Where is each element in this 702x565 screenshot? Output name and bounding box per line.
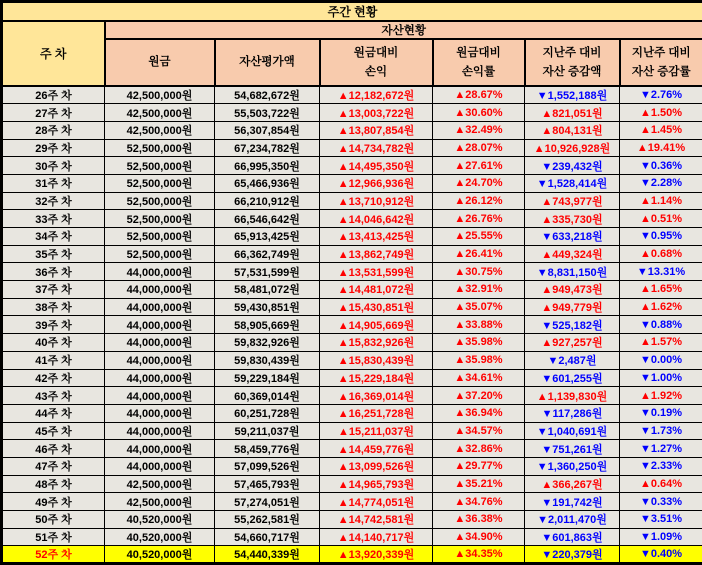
- column-header-principal: [105, 39, 215, 86]
- cell-week: 39주 차: [2, 316, 105, 334]
- cell-valuation: 59,832,926원: [215, 334, 320, 352]
- cell-pl: ▲15,830,439원: [320, 351, 433, 369]
- cell-valuation: 66,546,642원: [215, 210, 320, 228]
- cell-valuation: 55,262,581원: [215, 511, 320, 529]
- cell-change-rate: ▼0.36%: [620, 157, 702, 175]
- cell-pl-rate: ▲34.57%: [433, 422, 525, 440]
- column-header-valuation: [215, 39, 320, 86]
- cell-valuation: 67,234,782원: [215, 139, 320, 157]
- table-row: [2, 139, 702, 157]
- cell-change: ▼8,831,150원: [525, 263, 620, 281]
- cell-pl-rate: ▲34.90%: [433, 528, 525, 546]
- cell-change: ▼601,863원: [525, 528, 620, 546]
- table-row: [2, 192, 702, 210]
- cell-change-rate: ▲1.92%: [620, 387, 702, 405]
- cell-change-rate: ▲0.68%: [620, 245, 702, 263]
- table-row: [2, 245, 702, 263]
- group-header-assets: 자산현황: [105, 21, 702, 39]
- table-row: [2, 121, 702, 139]
- column-header-valuation-label: 자산평가액: [239, 56, 295, 68]
- cell-pl-rate: ▲27.61%: [433, 157, 525, 175]
- cell-change: ▼601,255원: [525, 369, 620, 387]
- cell-week: 37주 차: [2, 281, 105, 299]
- cell-change: ▲10,926,928원: [525, 139, 620, 157]
- table-row: [2, 493, 702, 511]
- column-header-pl-rate: 원금대비 손익률: [433, 39, 525, 86]
- cell-pl: ▲14,965,793원: [320, 475, 433, 493]
- cell-change-rate: ▲19.41%: [620, 139, 702, 157]
- cell-change: ▼191,742원: [525, 493, 620, 511]
- cell-pl: ▲14,734,782원: [320, 139, 433, 157]
- cell-change-rate: ▲0.51%: [620, 210, 702, 228]
- cell-pl-rate: ▲33.88%: [433, 316, 525, 334]
- cell-pl-rate: ▲28.07%: [433, 139, 525, 157]
- cell-principal: 44,000,000원: [105, 316, 215, 334]
- cell-pl-rate: ▲32.86%: [433, 440, 525, 458]
- cell-week: 48주 차: [2, 475, 105, 493]
- cell-change: ▼525,182원: [525, 316, 620, 334]
- cell-pl-rate: ▲36.38%: [433, 511, 525, 529]
- cell-valuation: 66,362,749원: [215, 245, 320, 263]
- cell-pl-rate: ▲37.20%: [433, 387, 525, 405]
- table-row: [2, 546, 702, 564]
- cell-week: 51주 차: [2, 528, 105, 546]
- cell-change-rate: ▼2.76%: [620, 86, 702, 104]
- cell-valuation: 54,440,339원: [215, 546, 320, 564]
- cell-week: 41주 차: [2, 351, 105, 369]
- cell-change-rate: ▼0.00%: [620, 351, 702, 369]
- cell-valuation: 58,481,072원: [215, 281, 320, 299]
- cell-week: 42주 차: [2, 369, 105, 387]
- cell-pl: ▲13,003,722원: [320, 104, 433, 122]
- column-header-pl: 원금대비 손익: [320, 39, 433, 86]
- cell-change-rate: ▼3.51%: [620, 511, 702, 529]
- cell-pl: ▲15,229,184원: [320, 369, 433, 387]
- cell-principal: 44,000,000원: [105, 298, 215, 316]
- cell-pl-rate: ▲26.12%: [433, 192, 525, 210]
- cell-change: ▼239,432원: [525, 157, 620, 175]
- cell-week: 47주 차: [2, 457, 105, 475]
- cell-principal: 44,000,000원: [105, 422, 215, 440]
- cell-pl-rate: ▲30.75%: [433, 263, 525, 281]
- cell-change-rate: ▲1.62%: [620, 298, 702, 316]
- cell-principal: 40,520,000원: [105, 546, 215, 564]
- cell-pl: ▲14,495,350원: [320, 157, 433, 175]
- cell-pl: ▲13,099,526원: [320, 457, 433, 475]
- cell-valuation: 57,274,051원: [215, 493, 320, 511]
- cell-valuation: 54,682,672원: [215, 86, 320, 104]
- cell-principal: 44,000,000원: [105, 440, 215, 458]
- cell-valuation: 59,430,851원: [215, 298, 320, 316]
- cell-week: 36주 차: [2, 263, 105, 281]
- cell-pl: ▲14,481,072원: [320, 281, 433, 299]
- cell-principal: 44,000,000원: [105, 457, 215, 475]
- cell-valuation: 57,531,599원: [215, 263, 320, 281]
- cell-pl: ▲14,905,669원: [320, 316, 433, 334]
- cell-pl-rate: ▲32.49%: [433, 121, 525, 139]
- cell-pl-rate: ▲34.76%: [433, 493, 525, 511]
- table-row: [2, 528, 702, 546]
- cell-valuation: 57,465,793원: [215, 475, 320, 493]
- cell-pl-rate: ▲26.76%: [433, 210, 525, 228]
- table-row: [2, 334, 702, 352]
- cell-valuation: 65,913,425원: [215, 228, 320, 246]
- cell-pl-rate: ▲28.67%: [433, 86, 525, 104]
- cell-principal: 52,500,000원: [105, 245, 215, 263]
- cell-change-rate: ▼0.33%: [620, 493, 702, 511]
- cell-week: 45주 차: [2, 422, 105, 440]
- cell-principal: 52,500,000원: [105, 192, 215, 210]
- cell-principal: 44,000,000원: [105, 404, 215, 422]
- cell-change-rate: ▼1.09%: [620, 528, 702, 546]
- table-row: [2, 440, 702, 458]
- cell-principal: 42,500,000원: [105, 86, 215, 104]
- table-row: [2, 104, 702, 122]
- table-row: [2, 369, 702, 387]
- cell-change-rate: ▲1.57%: [620, 334, 702, 352]
- cell-week: 31주 차: [2, 174, 105, 192]
- cell-pl: ▲13,413,425원: [320, 228, 433, 246]
- table-row: [2, 157, 702, 175]
- cell-pl-rate: ▲35.07%: [433, 298, 525, 316]
- table-title: 주간 현황: [2, 2, 702, 22]
- cell-change: ▲335,730원: [525, 210, 620, 228]
- table-row: [2, 475, 702, 493]
- cell-week: 28주 차: [2, 121, 105, 139]
- cell-change: ▲366,267원: [525, 475, 620, 493]
- cell-change-rate: ▲1.50%: [620, 104, 702, 122]
- column-header-change-rate: 지난주 대비 자산 증감률: [620, 39, 702, 86]
- cell-pl: ▲14,140,717원: [320, 528, 433, 546]
- cell-change-rate: ▼0.95%: [620, 228, 702, 246]
- cell-pl-rate: ▲26.41%: [433, 245, 525, 263]
- cell-valuation: 55,503,722원: [215, 104, 320, 122]
- cell-principal: 42,500,000원: [105, 121, 215, 139]
- table-row: [2, 281, 702, 299]
- cell-change: ▼117,286원: [525, 404, 620, 422]
- cell-pl-rate: ▲25.55%: [433, 228, 525, 246]
- cell-change-rate: ▼13.31%: [620, 263, 702, 281]
- cell-week: 49주 차: [2, 493, 105, 511]
- table-row: [2, 228, 702, 246]
- cell-change-rate: ▼2.33%: [620, 457, 702, 475]
- cell-valuation: 59,211,037원: [215, 422, 320, 440]
- cell-valuation: 57,099,526원: [215, 457, 320, 475]
- cell-pl: ▲13,920,339원: [320, 546, 433, 564]
- cell-pl-rate: ▲35.21%: [433, 475, 525, 493]
- table-header: [2, 2, 702, 87]
- cell-change-rate: ▼1.00%: [620, 369, 702, 387]
- cell-change: ▲821,051원: [525, 104, 620, 122]
- cell-pl-rate: ▲32.91%: [433, 281, 525, 299]
- cell-change-rate: ▼0.88%: [620, 316, 702, 334]
- table-body: [2, 86, 702, 564]
- column-header-principal-label: 원금: [148, 56, 170, 68]
- cell-principal: 40,520,000원: [105, 511, 215, 529]
- cell-change: ▼1,360,250원: [525, 457, 620, 475]
- cell-valuation: 54,660,717원: [215, 528, 320, 546]
- cell-pl: ▲15,211,037원: [320, 422, 433, 440]
- cell-change: ▲949,473원: [525, 281, 620, 299]
- cell-change-rate: ▼0.19%: [620, 404, 702, 422]
- cell-change: ▲1,139,830원: [525, 387, 620, 405]
- cell-change: ▼1,552,188원: [525, 86, 620, 104]
- cell-week: 32주 차: [2, 192, 105, 210]
- cell-change: ▼1,040,691원: [525, 422, 620, 440]
- cell-principal: 40,520,000원: [105, 528, 215, 546]
- cell-valuation: 59,229,184원: [215, 369, 320, 387]
- cell-change-rate: ▲1.65%: [620, 281, 702, 299]
- cell-change: ▲949,779원: [525, 298, 620, 316]
- cell-valuation: 56,307,854원: [215, 121, 320, 139]
- cell-change-rate: ▼2.28%: [620, 174, 702, 192]
- cell-valuation: 60,369,014원: [215, 387, 320, 405]
- cell-valuation: 58,459,776원: [215, 440, 320, 458]
- cell-change: ▼633,218원: [525, 228, 620, 246]
- cell-change: ▼2,011,470원: [525, 511, 620, 529]
- table-row: [2, 298, 702, 316]
- cell-change: ▲449,324원: [525, 245, 620, 263]
- cell-principal: 44,000,000원: [105, 281, 215, 299]
- cell-valuation: 65,466,936원: [215, 174, 320, 192]
- cell-principal: 44,000,000원: [105, 351, 215, 369]
- cell-pl-rate: ▲30.60%: [433, 104, 525, 122]
- cell-valuation: 58,905,669원: [215, 316, 320, 334]
- cell-pl: ▲16,369,014원: [320, 387, 433, 405]
- cell-pl-rate: ▲24.70%: [433, 174, 525, 192]
- table-row: [2, 351, 702, 369]
- cell-valuation: 59,830,439원: [215, 351, 320, 369]
- cell-change: ▼1,528,414원: [525, 174, 620, 192]
- cell-week: 35주 차: [2, 245, 105, 263]
- cell-week: 34주 차: [2, 228, 105, 246]
- cell-pl: ▲13,710,912원: [320, 192, 433, 210]
- cell-pl: ▲16,251,728원: [320, 404, 433, 422]
- cell-pl-rate: ▲34.35%: [433, 546, 525, 564]
- cell-principal: 42,500,000원: [105, 475, 215, 493]
- cell-week: 44주 차: [2, 404, 105, 422]
- cell-week: 30주 차: [2, 157, 105, 175]
- table-row: [2, 263, 702, 281]
- cell-change: ▲927,257원: [525, 334, 620, 352]
- cell-principal: 52,500,000원: [105, 139, 215, 157]
- table-row: [2, 316, 702, 334]
- cell-principal: 44,000,000원: [105, 387, 215, 405]
- cell-principal: 52,500,000원: [105, 174, 215, 192]
- cell-pl: ▲13,807,854원: [320, 121, 433, 139]
- cell-pl-rate: ▲36.94%: [433, 404, 525, 422]
- column-header-change: 지난주 대비 자산 증감액: [525, 39, 620, 86]
- cell-pl: ▲15,832,926원: [320, 334, 433, 352]
- cell-pl: ▲14,774,051원: [320, 493, 433, 511]
- cell-principal: 52,500,000원: [105, 157, 215, 175]
- cell-principal: 52,500,000원: [105, 210, 215, 228]
- cell-change-rate: ▲0.64%: [620, 475, 702, 493]
- table-row: [2, 387, 702, 405]
- cell-week: 38주 차: [2, 298, 105, 316]
- cell-week: 46주 차: [2, 440, 105, 458]
- cell-change-rate: ▼1.27%: [620, 440, 702, 458]
- column-header-week: 주 차: [2, 21, 105, 86]
- cell-change: ▲743,977원: [525, 192, 620, 210]
- cell-pl: ▲14,459,776원: [320, 440, 433, 458]
- cell-change-rate: ▲1.45%: [620, 121, 702, 139]
- cell-principal: 44,000,000원: [105, 334, 215, 352]
- cell-week: 33주 차: [2, 210, 105, 228]
- cell-change-rate: ▼1.73%: [620, 422, 702, 440]
- cell-change: ▲804,131원: [525, 121, 620, 139]
- cell-week: 50주 차: [2, 511, 105, 529]
- cell-change: ▼751,261원: [525, 440, 620, 458]
- cell-pl-rate: ▲35.98%: [433, 334, 525, 352]
- cell-pl: ▲12,182,672원: [320, 86, 433, 104]
- cell-principal: 42,500,000원: [105, 104, 215, 122]
- cell-pl: ▲14,046,642원: [320, 210, 433, 228]
- cell-change: ▼220,379원: [525, 546, 620, 564]
- cell-pl-rate: ▲29.77%: [433, 457, 525, 475]
- cell-week: 27주 차: [2, 104, 105, 122]
- cell-pl-rate: ▲34.61%: [433, 369, 525, 387]
- cell-change: ▼2,487원: [525, 351, 620, 369]
- table-row: [2, 86, 702, 104]
- cell-valuation: 60,251,728원: [215, 404, 320, 422]
- cell-principal: 52,500,000원: [105, 228, 215, 246]
- cell-week: 40주 차: [2, 334, 105, 352]
- cell-principal: 42,500,000원: [105, 493, 215, 511]
- cell-week: 26주 차: [2, 86, 105, 104]
- cell-change-rate: ▲1.14%: [620, 192, 702, 210]
- cell-principal: 44,000,000원: [105, 263, 215, 281]
- cell-principal: 44,000,000원: [105, 369, 215, 387]
- cell-change-rate: ▼0.40%: [620, 546, 702, 564]
- table-row: [2, 422, 702, 440]
- table-row: [2, 404, 702, 422]
- cell-week: 52주 차: [2, 546, 105, 564]
- cell-pl: ▲12,966,936원: [320, 174, 433, 192]
- table-row: [2, 511, 702, 529]
- cell-pl: ▲13,531,599원: [320, 263, 433, 281]
- table-row: [2, 210, 702, 228]
- cell-pl: ▲14,742,581원: [320, 511, 433, 529]
- cell-valuation: 66,995,350원: [215, 157, 320, 175]
- cell-pl: ▲13,862,749원: [320, 245, 433, 263]
- table-row: [2, 457, 702, 475]
- cell-week: 29주 차: [2, 139, 105, 157]
- cell-week: 43주 차: [2, 387, 105, 405]
- cell-pl-rate: ▲35.98%: [433, 351, 525, 369]
- cell-valuation: 66,210,912원: [215, 192, 320, 210]
- table-row: [2, 174, 702, 192]
- cell-pl: ▲15,430,851원: [320, 298, 433, 316]
